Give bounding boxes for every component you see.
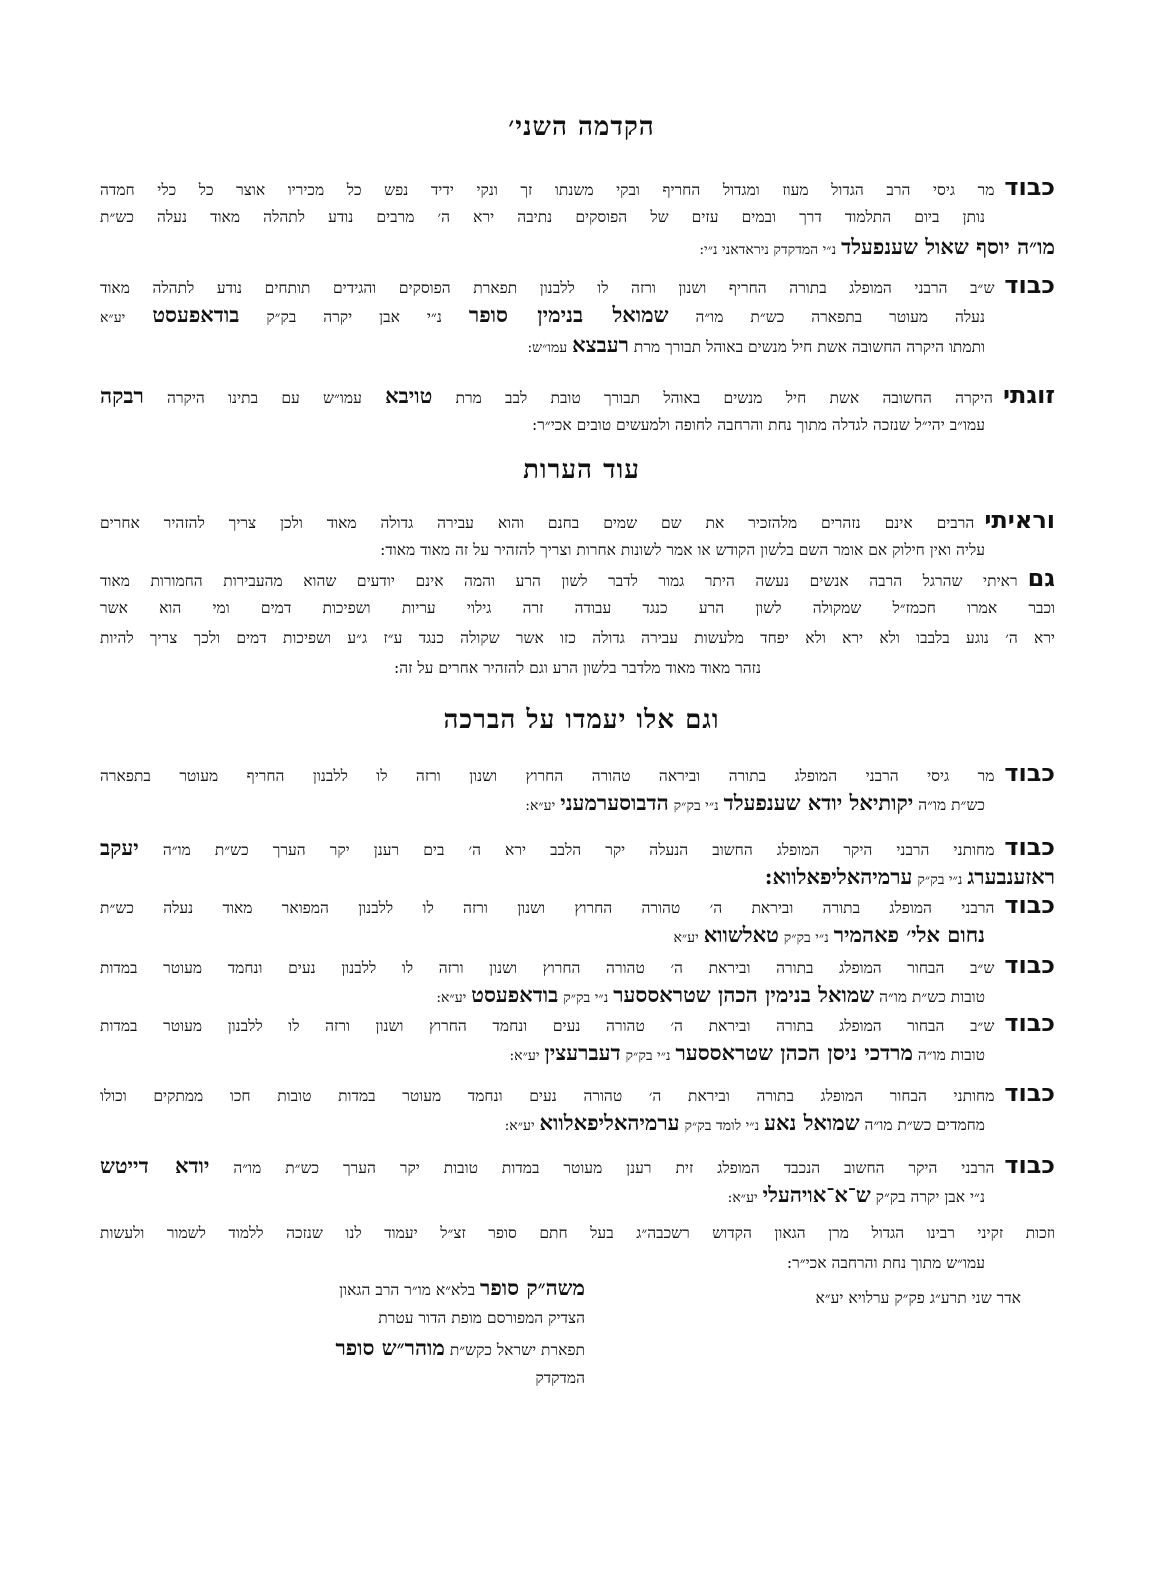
text-line bbox=[100, 172, 1055, 202]
name-span: שמואל נאע bbox=[764, 1110, 860, 1135]
lead-word: כבוד bbox=[1004, 1009, 1055, 1037]
text-span: נ״י אבן יקרה בק״ק bbox=[266, 308, 442, 326]
name-span: נחום אלי׳ פאהמיר bbox=[833, 922, 985, 947]
place-span: בודאפעסט bbox=[152, 302, 240, 327]
name-span: שמואל בנימין הכהן שטראססער bbox=[613, 982, 875, 1007]
place-span: טאלשווא bbox=[703, 922, 779, 947]
text-line bbox=[100, 1078, 1055, 1108]
text-line bbox=[100, 653, 1055, 683]
name-span: שמואל בנימין סופר bbox=[468, 302, 669, 327]
signature-line bbox=[145, 1333, 585, 1363]
text-line bbox=[100, 788, 1055, 818]
text-line bbox=[100, 623, 1055, 653]
text-span: הרבני היקר החשוב הנכבד המופלג זית רענן מעוטר במדות טובות יקר הערך כש״ת מו״ה bbox=[233, 1159, 995, 1177]
text-span: הצדיק המפורסם מופת הדור עטרת bbox=[378, 1309, 585, 1327]
text-span: נעלה מעוטר בתפארה כש״ת מו״ה bbox=[695, 308, 985, 326]
blessing-paragraph-6 bbox=[100, 1078, 1055, 1138]
blessing-paragraph-2 bbox=[100, 832, 1055, 892]
text-span: נ״י בק״ק bbox=[563, 990, 609, 1006]
text-span: נ״י בק״ק bbox=[783, 930, 829, 946]
lead-word: כבוד bbox=[1004, 1079, 1055, 1107]
text-span: מחותני הבחור המופלג בתורה וביראת ה׳ טהורה נעים ונחמד מעוטר במדות טובות חכו ממתקים וכולו bbox=[100, 1087, 995, 1105]
lead-word: זוגתי bbox=[1002, 381, 1055, 409]
dedication-paragraph-2 bbox=[100, 270, 1055, 360]
text-span: נ״י לומד בק״ק bbox=[684, 1118, 760, 1134]
place-span: ש־א־אויהעלי bbox=[762, 1182, 871, 1207]
text-span: נותן ביום התלמוד דרך ובמים עזים של הפוסקים נתיבה ירא ה׳ מרבים נודע לתהלה מאוד נעלה כש״ת bbox=[100, 208, 985, 226]
text-span: נ״י אבן יקרה בק״ק bbox=[875, 1188, 985, 1206]
text-line bbox=[100, 563, 1055, 593]
signature-line bbox=[145, 1363, 585, 1393]
text-line bbox=[100, 593, 1055, 623]
text-span: נ״י המדקדק ניראדאני נ״י: bbox=[699, 242, 837, 258]
text-span: נ״י בק״ק bbox=[917, 872, 963, 888]
text-line bbox=[100, 1218, 1055, 1248]
blessing-paragraph-4 bbox=[100, 950, 1055, 1010]
text-span: טובות כש״ת מו״ה bbox=[879, 988, 985, 1006]
date-line: אדר שני תרע״ג פק״ק ערלויא יע״א bbox=[815, 1289, 1021, 1307]
blessing-paragraph-5 bbox=[100, 1008, 1055, 1068]
text-line bbox=[100, 330, 1055, 360]
lead-word: כבוד bbox=[1004, 173, 1055, 201]
text-span: כש״ת מו״ה bbox=[918, 796, 985, 814]
section-heading-notes: עוד הערות bbox=[523, 455, 640, 485]
text-span: יע״א: bbox=[727, 1190, 758, 1206]
text-span: היקרה החשובה אשת חיל מנשים באוהל תבורך טובת לבב מרת bbox=[455, 389, 993, 407]
text-span: מר גיסי הרבני המופלג בתורה וביראה טהורה החרוץ ושנון ורזה לו ללבנון החריף מעוטר בתפארה bbox=[100, 767, 995, 785]
text-span: ותמתו היקרה החשובה אשת חיל מנשים באוהל תבורך מרת bbox=[633, 338, 985, 356]
text-span: וזכות זקיני רבינו הגדול מרן הגאון הקדוש רשכבה״ג בעל חתם סופר זצ״ל יעמוד לנו שנזכה ללמוד לשמור ולעשות bbox=[100, 1224, 1055, 1242]
text-line bbox=[100, 232, 1055, 262]
text-line bbox=[100, 920, 1055, 950]
text-line bbox=[100, 950, 1055, 980]
lead-word: וראיתי bbox=[984, 506, 1055, 534]
text-span: מר גיסי הרב הגדול מעוז ומגדול החריף ובקי משנתו זך ונקי ידיד נפש כל מכיריו אוצר כל כלי חמדה bbox=[100, 181, 995, 199]
text-span: טובות מו״ה bbox=[917, 1046, 985, 1064]
text-span: המדקדק bbox=[535, 1369, 585, 1387]
name-span: ראזענבערג bbox=[967, 864, 1055, 889]
lead-word: כבוד bbox=[1004, 1151, 1055, 1179]
text-span: תפארת ישראל כקש״ת bbox=[449, 1341, 585, 1359]
place-span: ערמיהאליפאלווא: bbox=[764, 864, 913, 889]
text-line bbox=[100, 202, 1055, 232]
text-span: עמו״ש: bbox=[527, 340, 568, 356]
lead-word: כבוד bbox=[1004, 759, 1055, 787]
text-span: עמו״ש עם בתינו היקרה bbox=[167, 389, 362, 407]
name-span: מו״ה יוסף שאול שענפעלד bbox=[841, 234, 1055, 259]
name-span: מרדכי ניסן הכהן שטראססער bbox=[675, 1040, 913, 1065]
name-span: יודא דייטש bbox=[100, 1153, 210, 1178]
name-span: יקותיאל יודא שענפעלד bbox=[723, 790, 914, 815]
notes-paragraph-2 bbox=[100, 563, 1055, 683]
text-span: יע״א bbox=[100, 310, 126, 326]
place-span: דעברעצין bbox=[544, 1040, 621, 1065]
blessing-paragraph-1 bbox=[100, 758, 1055, 818]
text-span: ש״ב הרבני המופלג בתורה החריף ושנון ורזה לו ללבנון תפארת הפוסקים והגידים תותחים נודע לתהלה מאוד bbox=[100, 279, 995, 297]
place-span: ערמיהאליפאלווא bbox=[539, 1110, 680, 1135]
text-line bbox=[100, 410, 1055, 440]
name-span: יעקב bbox=[100, 835, 139, 860]
text-line bbox=[100, 980, 1055, 1010]
lead-word: כבוד bbox=[1004, 891, 1055, 919]
lead-word: כבוד bbox=[1004, 951, 1055, 979]
text-line bbox=[100, 862, 1055, 892]
dedication-paragraph-1 bbox=[100, 172, 1055, 262]
signature-block bbox=[145, 1273, 585, 1393]
text-span: ירא ה׳ נוגע בלבבו ולא ירא ולא יפחד מלעשות עבירה גדולה כזו אשר שקולה כנגד ע״ז ג״ע ושפיכות דמים ולכך צריך להיות bbox=[100, 629, 1055, 647]
text-span: מחותני הרבני היקר המופלג החשוב הנעלה יקר הלבב ירא ה׳ בים רענן יקר הערך כש״ת מו״ה bbox=[162, 841, 995, 859]
signature-line bbox=[145, 1303, 585, 1333]
place-span: הדבוסערמעני bbox=[560, 790, 669, 815]
text-span: עליה ואין חילוק אם אומר השם בלשון הקודש או אמר לשונות אחרות וצריך להזהיר על זה מאוד מאוד: bbox=[380, 541, 985, 559]
notes-paragraph-1 bbox=[100, 505, 1055, 565]
text-span: הרבים אינם נזהרים מלהזכיר את שם שמים בחנם והוא עבירה גדולה מאוד ולכן צריך להזהיר אחרים bbox=[100, 514, 975, 532]
text-span: יע״א bbox=[673, 930, 699, 946]
signature-father-name: מוהר״ש סופר bbox=[335, 1335, 445, 1360]
text-line bbox=[100, 890, 1055, 920]
blessing-paragraph-7 bbox=[100, 1150, 1055, 1210]
signature-name: משה״ק סופר bbox=[480, 1275, 585, 1300]
text-span: עמו״ב יהי״ל שנזכה לגדלה מתוך נחת והרחבה לחופה ולמעשים טובים אכי״ר: bbox=[531, 416, 985, 434]
text-span: הרבני המופלג בתורה וביראת ה׳ טהורה החרוץ ושנון ורזה לו ללבנון המפואר מאוד נעלה כש״ת bbox=[100, 899, 995, 917]
text-span: נ״י בק״ק bbox=[625, 1048, 671, 1064]
text-span: מחמדים כש״ת מו״ה bbox=[864, 1116, 985, 1134]
lead-word: גם bbox=[1027, 564, 1055, 592]
text-span: וכבר אמרו חכמז״ל שמקולה לשון הרע כנגד עבודה זרה גילוי עריות ושפיכות דמים ומי הוא אשר bbox=[100, 599, 1055, 617]
text-span: יע״א: bbox=[509, 1048, 540, 1064]
closing-paragraph bbox=[100, 1218, 1055, 1278]
text-span: יע״א: bbox=[525, 798, 556, 814]
text-span: ש״ב הבחור המופלג בתורה וביראת ה׳ טהורה נעים ונחמד החרוץ ושנון ורזה לו ללבנון מעוטר במדות bbox=[100, 1017, 995, 1035]
text-line bbox=[100, 380, 1055, 410]
text-line bbox=[100, 535, 1055, 565]
text-line bbox=[100, 1008, 1055, 1038]
place-span: בודאפעסט bbox=[471, 982, 559, 1007]
page-title: הקדמה השני׳ bbox=[508, 112, 655, 142]
name-span: רבקה bbox=[100, 383, 144, 408]
text-line bbox=[100, 1038, 1055, 1068]
date-line-block bbox=[641, 1283, 1021, 1313]
dedication-paragraph-3 bbox=[100, 380, 1055, 440]
text-line bbox=[100, 300, 1055, 330]
text-line bbox=[100, 505, 1055, 535]
text-span: יע״א: bbox=[436, 990, 467, 1006]
text-line bbox=[100, 1108, 1055, 1138]
section-heading-blessing: וגם אלו יעמדו על הברכה bbox=[443, 705, 720, 735]
text-span: עמו״ש מתוך נחת והרחבה אכי״ר: bbox=[786, 1254, 985, 1272]
text-span: ש״ב הבחור המופלג בתורה וביראת ה׳ טהורה החרוץ ושנון ורזה לו ללבנון נעים ונחמד מעוטר במדות bbox=[100, 959, 995, 977]
lead-word: כבוד bbox=[1004, 833, 1055, 861]
signature-line bbox=[145, 1273, 585, 1303]
text-line bbox=[100, 1180, 1055, 1210]
text-line bbox=[100, 832, 1055, 862]
name-span: טויבא bbox=[385, 383, 433, 408]
blessing-paragraph-3 bbox=[100, 890, 1055, 950]
text-line bbox=[100, 758, 1055, 788]
text-span: ראיתי שהרגל הרבה אנשים נעשה היתר גמור לדבר לשון הרע והמה אינם יודעים שהוא מהעבירות החמורות מאוד bbox=[100, 572, 1018, 590]
text-span: נ״י בק״ק bbox=[673, 798, 719, 814]
text-span: יע״א: bbox=[504, 1118, 535, 1134]
text-line bbox=[100, 270, 1055, 300]
text-span: בלא״א מו״ר הרב הגאון bbox=[339, 1281, 476, 1299]
name-span: רעבצא bbox=[572, 332, 629, 357]
lead-word: כבוד bbox=[1004, 271, 1055, 299]
text-line bbox=[100, 1150, 1055, 1180]
text-span: נזהר מאוד מאוד מלדבר בלשון הרע וגם להזהיר אחרים על זה: bbox=[393, 659, 761, 677]
